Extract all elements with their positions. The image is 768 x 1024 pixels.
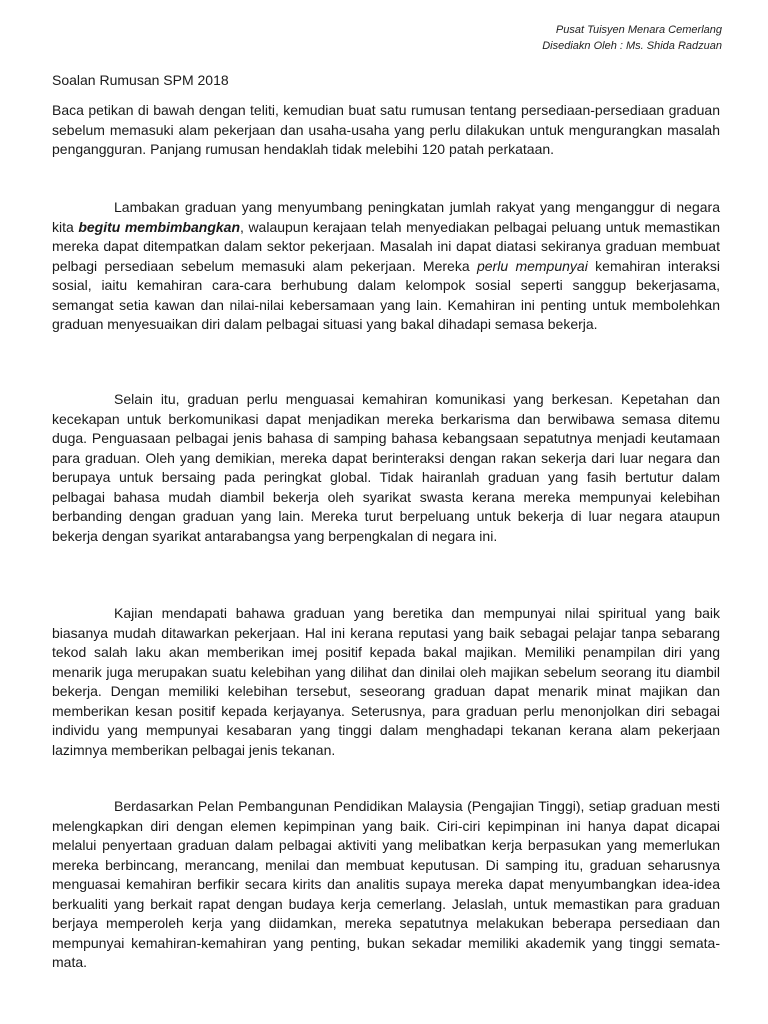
p1-emphasis-bold: begitu membimbangkan: [78, 218, 241, 235]
paragraph-3-text: Kajian mendapati bahawa graduan yang beretika dan mempunyai nilai spiritual yang baik biasanya mudah ditawarkan pekerjaan. Hal ini kerana reputasi yang baik sebagai pelajar tanpa sebarang tekod salah laku akan memberikan imej positif kepada bakal majikan. Memiliki penampilan diri yang menarik juga merupakan suatu kelebihan yang dilihat dan dinilai oleh majikan sebelum seorang itu diambil bekerja. Dengan memiliki kelebihan tersebut, seseorang graduan dapat menarik minat majikan dan memberikan kesan positif kepada kerjayanya. Seterusnya, para graduan perlu menonjolkan diri sebagai individu yang mempunyai kesabaran yang tinggi dalam menghadapi tekanan kerana alam pekerjaan lazimnya memberikan pelbagai jenis tekanan.: [52, 605, 720, 758]
paragraph-3: [52, 604, 720, 760]
page-title: Soalan Rumusan SPM 2018: [52, 72, 229, 88]
instruction-paragraph: [52, 101, 720, 160]
page-header: [542, 22, 722, 54]
paragraph-2: [52, 390, 720, 546]
p1-part-e: kemahiran interaksi sosial, iaitu kemahiran cara-cara berhubung dalam kelompok sosial seperti sanggup bekerjasama, semangat setia kawan dan nilai-nilai kebersamaan yang lain. Kemahiran ini penting untuk membolehkan graduan menyesuaikan diri dalam pelbagai situasi yang bakal dihadapi semasa bekerja.: [52, 257, 720, 332]
p1-emphasis-italic: perlu mempunyai: [476, 257, 588, 274]
header-line-2: Disediakn Oleh : Ms. Shida Radzuan: [542, 40, 722, 52]
header-line-1: Pusat Tuisyen Menara Cemerlang: [555, 24, 722, 36]
paragraph-4-text: Berdasarkan Pelan Pembangunan Pendidikan Malaysia (Pengajian Tinggi), setiap graduan mesti melengkapkan diri dengan elemen kepimpinan yang baik. Ciri-ciri kepimpinan ini hanya dapat dicapai melalui penyertaan graduan dalam pelbagai aktiviti yang melibatkan kerja berpasukan yang memerlukan mereka berbincang, merancang, menilai dan membuat keputusan. Di samping itu, graduan seharusnya menguasai kemahiran berfikir secara kirits dan analitis supaya mereka dapat menyumbangkan idea-idea berkualiti yang berkait rapat dengan budaya kerja cemerlang. Jelaslah, untuk memastikan para graduan berjaya memperoleh kerja yang diidamkan, mereka sepatutnya melakukan beberapa persediaan dan mempunyai kemahiran-kemahiran yang penting, bukan sekadar memiliki akademik yang tinggi semata-mata.: [52, 798, 720, 970]
p1-part-c: , walaupun kerajaan telah menyediakan pelbagai peluang untuk memastikan mereka dapat ditempatkan dalam sektor pekerjaan. Masalah ini dapat diatasi sekiranya graduan membuat pelbagi persediaan sebelum memasuki alam pekerjaan. Mereka: [52, 218, 720, 274]
paragraph-1: [52, 198, 720, 335]
p1-part-a: Lambakan graduan yang menyumbang peningkatan jumlah rakyat yang menganggur di negara kita: [52, 199, 720, 235]
paragraph-2-text: Selain itu, graduan perlu menguasai kemahiran komunikasi yang berkesan. Kepetahan dan kecekapan untuk berkomunikasi dapat menjadikan mereka berkarisma dan berwibawa semasa ditemu duga. Penguasaan pelbagai jenis bahasa di samping bahasa kebangsaan sepatutnya menjadi keutamaan para graduan. Oleh yang demikian, mereka dapat berinteraksi dengan rakan sekerja dari luar negara dan berupaya untuk bersaing pada peringkat global. Tidak hairanlah graduan yang fasih bertutur dalam pelbagai bahasa mudah diambil bekerja oleh syarikat swasta kerana mereka mempunyai kelebihan berbanding dengan graduan yang lain. Mereka turut berpeluang untuk bekerja di luar negara ataupun bekerja dengan syarikat antarabangsa yang berpengkalan di negara ini.: [52, 391, 720, 544]
instruction-text: Baca petikan di bawah dengan teliti, kemudian buat satu rumusan tentang persediaan-persediaan graduan sebelum memasuki alam pekerjaan dan usaha-usaha yang perlu dilakukan untuk mengurangkan masalah pengangguran. Panjang rumusan hendaklah tidak melebihi 120 patah perkataan.: [52, 102, 720, 157]
paragraph-1-text: [52, 198, 720, 335]
paragraph-4: [52, 797, 720, 973]
